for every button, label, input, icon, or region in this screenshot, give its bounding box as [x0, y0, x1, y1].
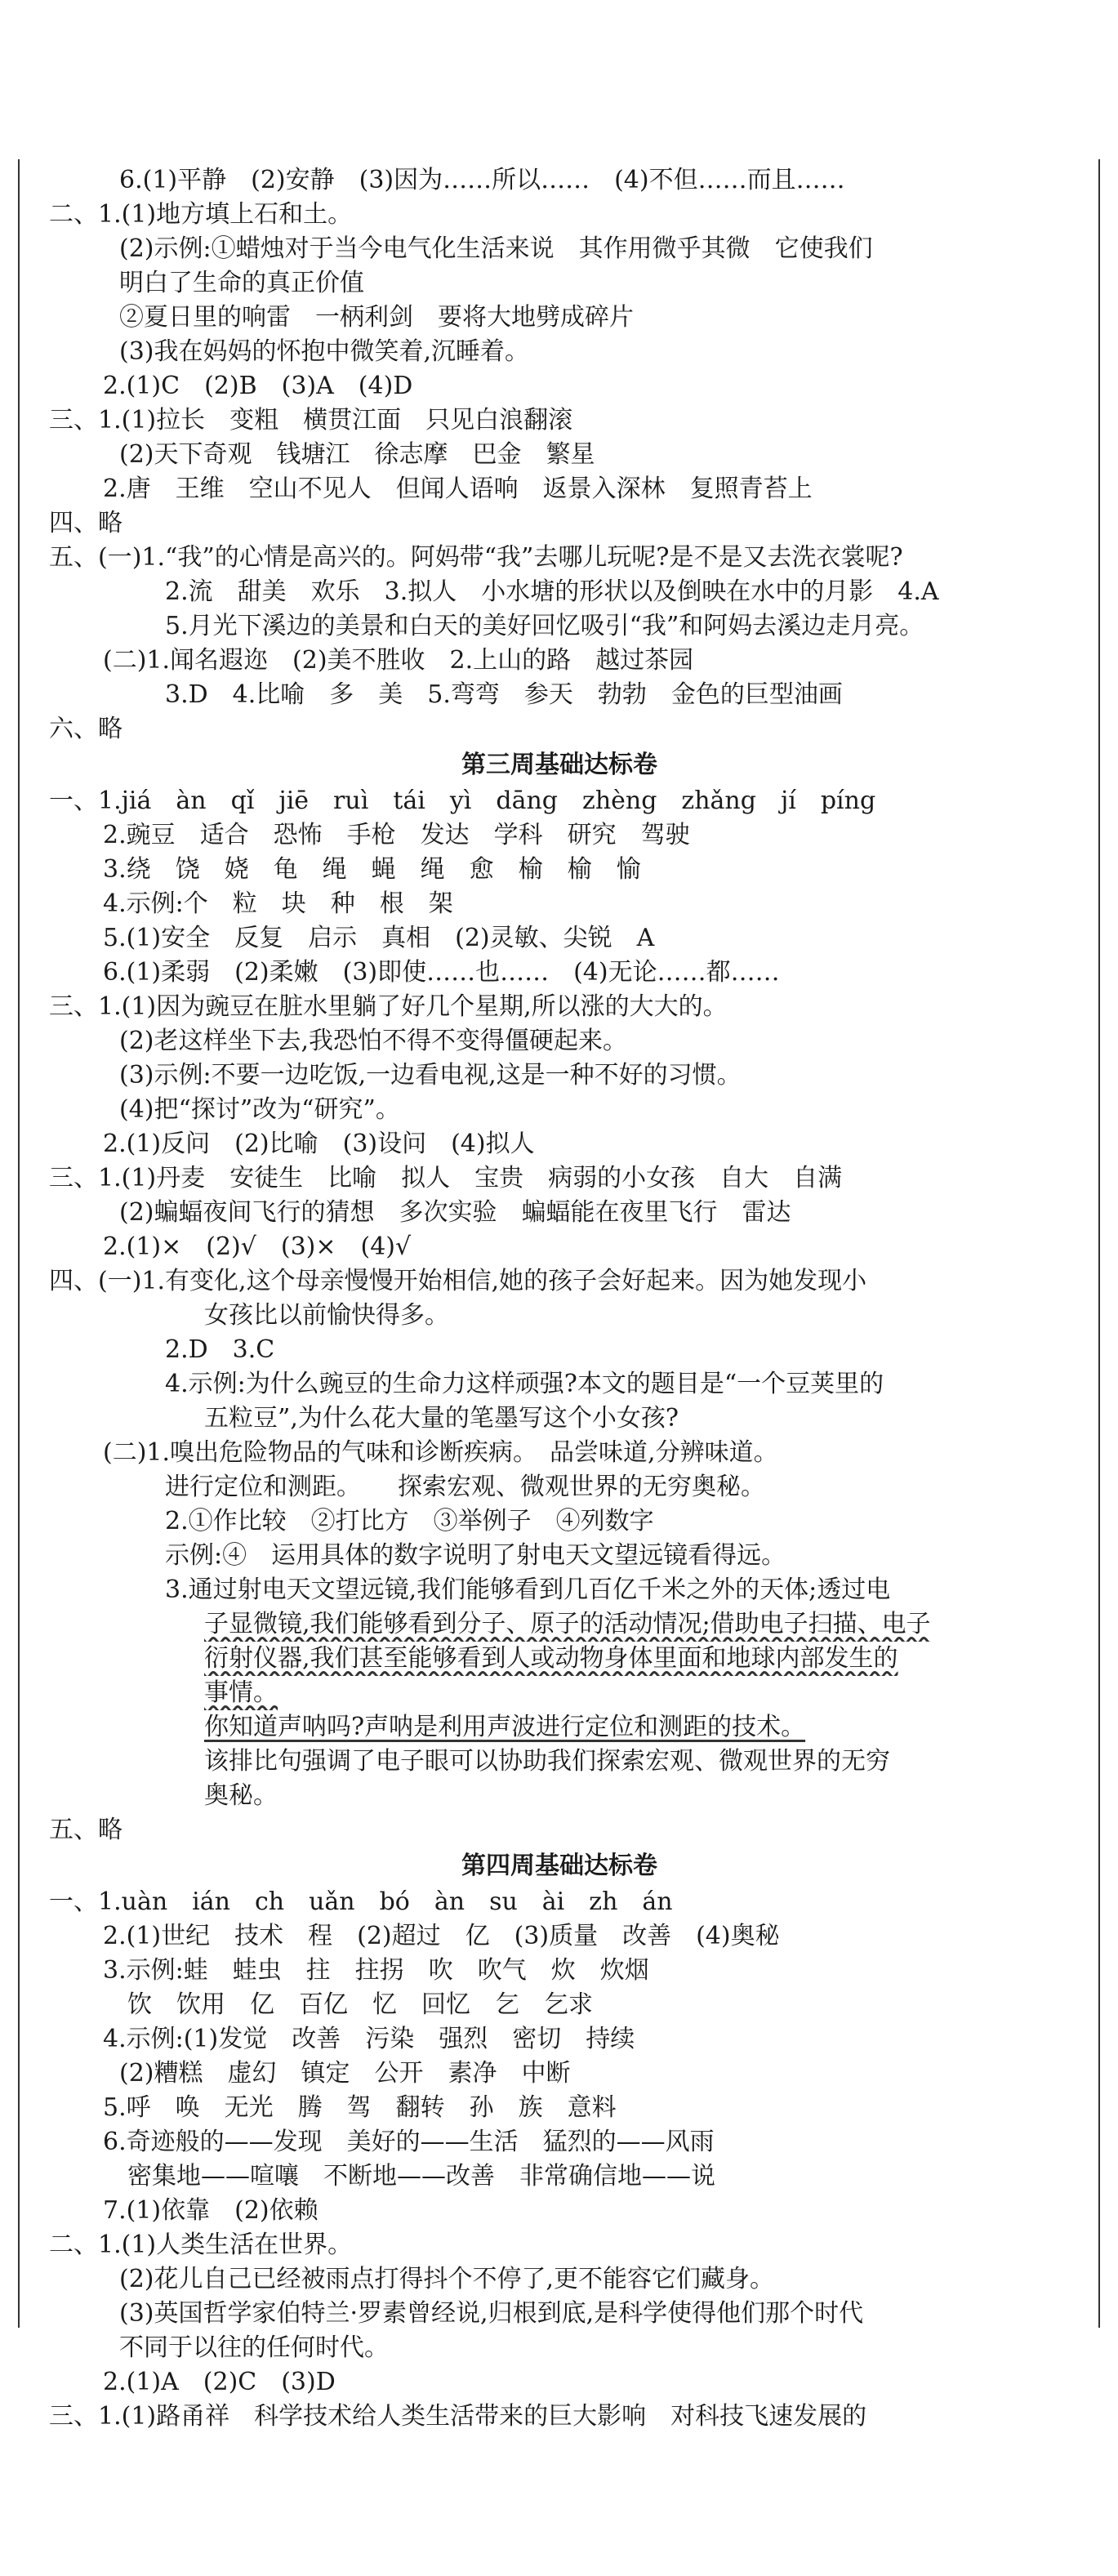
- answer-text: (2)天下奇观 钱塘江 徐志摩 巴金 繁星: [119, 440, 595, 469]
- answer-text: (2)老这样坐下去,我恐怕不得不变得僵硬起来。: [119, 1027, 628, 1055]
- answer-text: 奥秘。: [204, 1781, 278, 1810]
- answer-text: 5.呼 唤 无光 腾 驾 翻转 孙 族 意料: [103, 2093, 617, 2122]
- answer-text: (二)1.闻名遐迩 (2)美不胜收 2.上山的路 越过茶园: [103, 646, 694, 675]
- answer-line: [49, 2331, 1070, 2365]
- answer-line: [49, 1745, 1070, 1779]
- answer-text: 6.(1)平静 (2)安静 (3)因为……所以…… (4)不但……而且……: [119, 166, 845, 194]
- answer-line: [49, 369, 1070, 403]
- answer-line: [49, 2194, 1070, 2228]
- answer-line: [49, 853, 1070, 887]
- answer-line: [49, 1436, 1070, 1470]
- answer-text: 该排比句强调了电子眼可以协助我们探索宏观、微观世界的无穷: [204, 1747, 890, 1776]
- answer-line: [49, 1539, 1070, 1573]
- section-title: 第四周基础达标卷: [461, 1852, 657, 1880]
- answer-text: 四、略: [49, 509, 122, 537]
- answer-line: [49, 266, 1070, 301]
- answer-text: 2.流 甜美 欢乐 3.拟人 小水塘的形状以及倒映在水中的月影 4.A: [165, 577, 939, 606]
- answer-line: [49, 438, 1070, 472]
- answer-text: (2)蝙蝠夜间飞行的猜想 多次实验 蝙蝠能在夜里飞行 雷达: [119, 1198, 791, 1227]
- answer-line: [49, 1264, 1070, 1299]
- answer-text: 3.通过射电天文望远镜,我们能够看到几百亿千米之外的天体;透过电: [165, 1575, 891, 1604]
- answer-text: 二、1.(1)人类生活在世界。: [49, 2231, 353, 2259]
- answer-line: [49, 1196, 1070, 1230]
- answer-text: 5.月光下溪边的美景和白天的美好回忆吸引“我”和阿妈去溪边走月亮。: [165, 612, 924, 640]
- answer-text: 2.唐 王维 空山不见人 但闻人语响 返景入深林 复照青苔上: [103, 475, 813, 503]
- answer-text: 2.豌豆 适合 恐怖 手枪 发达 学科 研究 驾驶: [103, 821, 690, 849]
- answer-line: [49, 1402, 1070, 1436]
- answer-line: [49, 541, 1070, 575]
- answer-line: [49, 2057, 1070, 2091]
- answer-text: (3)我在妈妈的怀抱中微笑着,沉睡着。: [119, 337, 530, 366]
- answer-line: [49, 1024, 1070, 1058]
- answer-text: 五、(一)1.“我”的心情是高兴的。阿妈带“我”去哪儿玩呢?是不是又去洗衣裳呢?: [49, 543, 903, 572]
- answer-text: 子显微镜,我们能够看到分子、原子的活动情况;借助电子扫描、电子: [204, 1610, 931, 1638]
- answer-line: [49, 1230, 1070, 1264]
- answer-text: 二、1.(1)地方填上石和土。: [49, 200, 353, 229]
- answer-line: [49, 2091, 1070, 2125]
- answer-line: [49, 1504, 1070, 1539]
- answer-line: [49, 2228, 1070, 2262]
- answer-text: 三、1.(1)丹麦 安徒生 比喻 拟人 宝贵 病弱的小女孩 自大 自满: [49, 1164, 843, 1192]
- answer-text: 4.示例:为什么豌豆的生命力这样顽强?本文的题目是“一个豆荚里的: [165, 1370, 884, 1398]
- answer-line: [49, 712, 1070, 747]
- answer-text: ②夏日里的响雷 一柄利剑 要将大地劈成碎片: [119, 303, 634, 332]
- answer-text: 四、(一)1.有变化,这个母亲慢慢开始相信,她的孩子会好起来。因为她发现小: [49, 1267, 867, 1295]
- answer-line: [49, 2159, 1070, 2194]
- answer-line: [49, 472, 1070, 506]
- answer-line: [49, 1607, 1070, 1642]
- answer-text: 3.D 4.比喻 多 美 5.弯弯 参天 勃勃 金色的巨型油画: [165, 680, 843, 709]
- answer-text: 三、1.(1)因为豌豆在脏水里躺了好几个星期,所以涨的大大的。: [49, 992, 728, 1021]
- answer-line: [49, 506, 1070, 541]
- answer-text: 2.(1)A (2)C (3)D: [103, 2368, 336, 2396]
- answer-text: 6.(1)柔弱 (2)柔嫩 (3)即使……也…… (4)无论……都……: [103, 958, 780, 987]
- answer-text: 2.(1)反问 (2)比喻 (3)设问 (4)拟人: [103, 1130, 535, 1158]
- answer-text: (4)把“探讨”改为“研究”。: [119, 1095, 400, 1124]
- answer-text: 5.(1)安全 反复 启示 真相 (2)灵敏、尖锐 A: [103, 924, 655, 952]
- answer-line: [49, 1642, 1070, 1676]
- answer-text: (3)示例:不要一边吃饭,一边看电视,这是一种不好的习惯。: [119, 1061, 742, 1090]
- answer-text: 六、略: [49, 715, 122, 743]
- answer-line: [49, 1954, 1070, 1988]
- answer-line: [49, 163, 1070, 198]
- answer-text: (2)糟糕 虚幻 镇定 公开 素净 中断: [119, 2059, 571, 2088]
- answer-text: 一、1.jiá àn qǐ jiē ruì tái yì dāng zhèng zhǎng jí píng: [49, 787, 876, 815]
- answer-line: [49, 198, 1070, 232]
- answer-text: 五、略: [49, 1816, 122, 1844]
- answer-line: [49, 1333, 1070, 1367]
- answer-line: [49, 2297, 1070, 2331]
- answer-text: 三、1.(1)拉长 变粗 横贯江面 只见白浪翻滚: [49, 406, 573, 435]
- answer-line: [49, 301, 1070, 335]
- answer-text: 3.示例:蛙 蛙虫 拄 拄拐 吹 吹气 炊 炊烟: [103, 1956, 649, 1985]
- answer-text: 2.(1)× (2)√ (3)× (4)√: [103, 1232, 412, 1261]
- answer-line: [49, 990, 1070, 1024]
- answer-text: 女孩比以前愉快得多。: [204, 1301, 449, 1330]
- answer-text: 进行定位和测距。 探索宏观、微观世界的无穷奥秘。: [165, 1473, 765, 1501]
- answer-text: 三、1.(1)路甬祥 科学技术给人类生活带来的巨大影响 对科技飞速发展的: [49, 2402, 867, 2431]
- answer-line: [49, 956, 1070, 990]
- answer-line: [49, 1988, 1070, 2022]
- answer-text: 衍射仪器,我们甚至能够看到人或动物身体里面和地球内部发生的: [204, 1644, 898, 1673]
- answer-text: 一、1.uàn ián ch uǎn bó àn su ài zh án: [49, 1887, 673, 1916]
- answer-line: [49, 1058, 1070, 1093]
- answer-text: 3.绕 饶 娆 龟 绳 蝇 绳 愈 榆 榆 愉: [103, 855, 641, 884]
- answer-line: [49, 1093, 1070, 1127]
- answer-line: [49, 1470, 1070, 1504]
- answer-line: [49, 2125, 1070, 2159]
- answer-line: [49, 1161, 1070, 1196]
- answer-key-content: [49, 163, 1070, 2434]
- answer-line: [49, 1919, 1070, 1954]
- answer-line: [49, 1813, 1070, 1847]
- answer-text: 不同于以往的任何时代。: [119, 2333, 389, 2362]
- answer-text: (二)1.嗅出危险物品的气味和诊断疾病。 品尝味道,分辨味道。: [103, 1438, 778, 1467]
- answer-text: 2.(1)世纪 技术 程 (2)超过 亿 (3)质量 改善 (4)奥秘: [103, 1922, 780, 1950]
- answer-text: 五粒豆”,为什么花大量的笔墨写这个小女孩?: [204, 1404, 679, 1433]
- section-title: 第三周基础达标卷: [461, 751, 657, 779]
- answer-text: (2)示例:①蜡烛对于当今电气化生活来说 其作用微乎其微 它使我们: [119, 234, 873, 263]
- answer-line: [49, 1367, 1070, 1402]
- answer-text: 2.(1)C (2)B (3)A (4)D: [103, 372, 413, 400]
- answer-line: [49, 1779, 1070, 1813]
- answer-text: 密集地——喧嚷 不断地——改善 非常确信地——说: [103, 2162, 715, 2190]
- answer-line: [49, 1127, 1070, 1161]
- answer-line: [49, 335, 1070, 369]
- answer-text: 4.示例:(1)发觉 改善 污染 强烈 密切 持续: [103, 2025, 635, 2053]
- answer-line: [49, 784, 1070, 818]
- answer-text: (3)英国哲学家伯特兰·罗素曾经说,归根到底,是科学使得他们那个时代: [119, 2299, 864, 2328]
- answer-line: [49, 232, 1070, 266]
- left-margin-rule: [18, 159, 20, 2328]
- answer-text: (2)花儿自己已经被雨点打得抖个不停了,更不能容它们藏身。: [119, 2265, 775, 2293]
- answer-line: [49, 1573, 1070, 1607]
- answer-text: 示例:④ 运用具体的数字说明了射电天文望远镜看得远。: [165, 1541, 786, 1570]
- answer-text: 6.奇迹般的——发现 美好的——生活 猛烈的——风雨: [103, 2128, 715, 2156]
- answer-text: 你知道声呐吗?声呐是利用声波进行定位和测距的技术。: [204, 1713, 806, 1741]
- right-margin-rule: [1098, 159, 1100, 2328]
- answer-line: [49, 644, 1070, 678]
- answer-line: [49, 921, 1070, 956]
- answer-line: [49, 818, 1070, 853]
- answer-line: [49, 2365, 1070, 2400]
- answer-line: [49, 1885, 1070, 1919]
- answer-line: [49, 887, 1070, 921]
- answer-text: 4.示例:个 粒 块 种 根 架: [103, 889, 453, 918]
- answer-text: 2.D 3.C: [165, 1335, 275, 1364]
- answer-line: [49, 1299, 1070, 1333]
- answer-line: [49, 403, 1070, 438]
- answer-line: [49, 678, 1070, 712]
- answer-text: 饮 饮用 亿 百亿 忆 回忆 乞 乞求: [103, 1990, 593, 2019]
- answer-line: [49, 2262, 1070, 2297]
- answer-text: 明白了生命的真正价值: [119, 269, 364, 297]
- answer-line: [49, 609, 1070, 644]
- answer-line: [49, 2400, 1070, 2434]
- answer-text: 事情。: [204, 1678, 278, 1707]
- answer-line: [49, 2022, 1070, 2057]
- answer-line: [49, 1676, 1070, 1710]
- answer-text: 7.(1)依靠 (2)依赖: [103, 2196, 318, 2225]
- answer-line: [49, 1710, 1070, 1745]
- answer-text: 2.①作比较 ②打比方 ③举例子 ④列数字: [165, 1507, 654, 1535]
- answer-line: [49, 575, 1070, 609]
